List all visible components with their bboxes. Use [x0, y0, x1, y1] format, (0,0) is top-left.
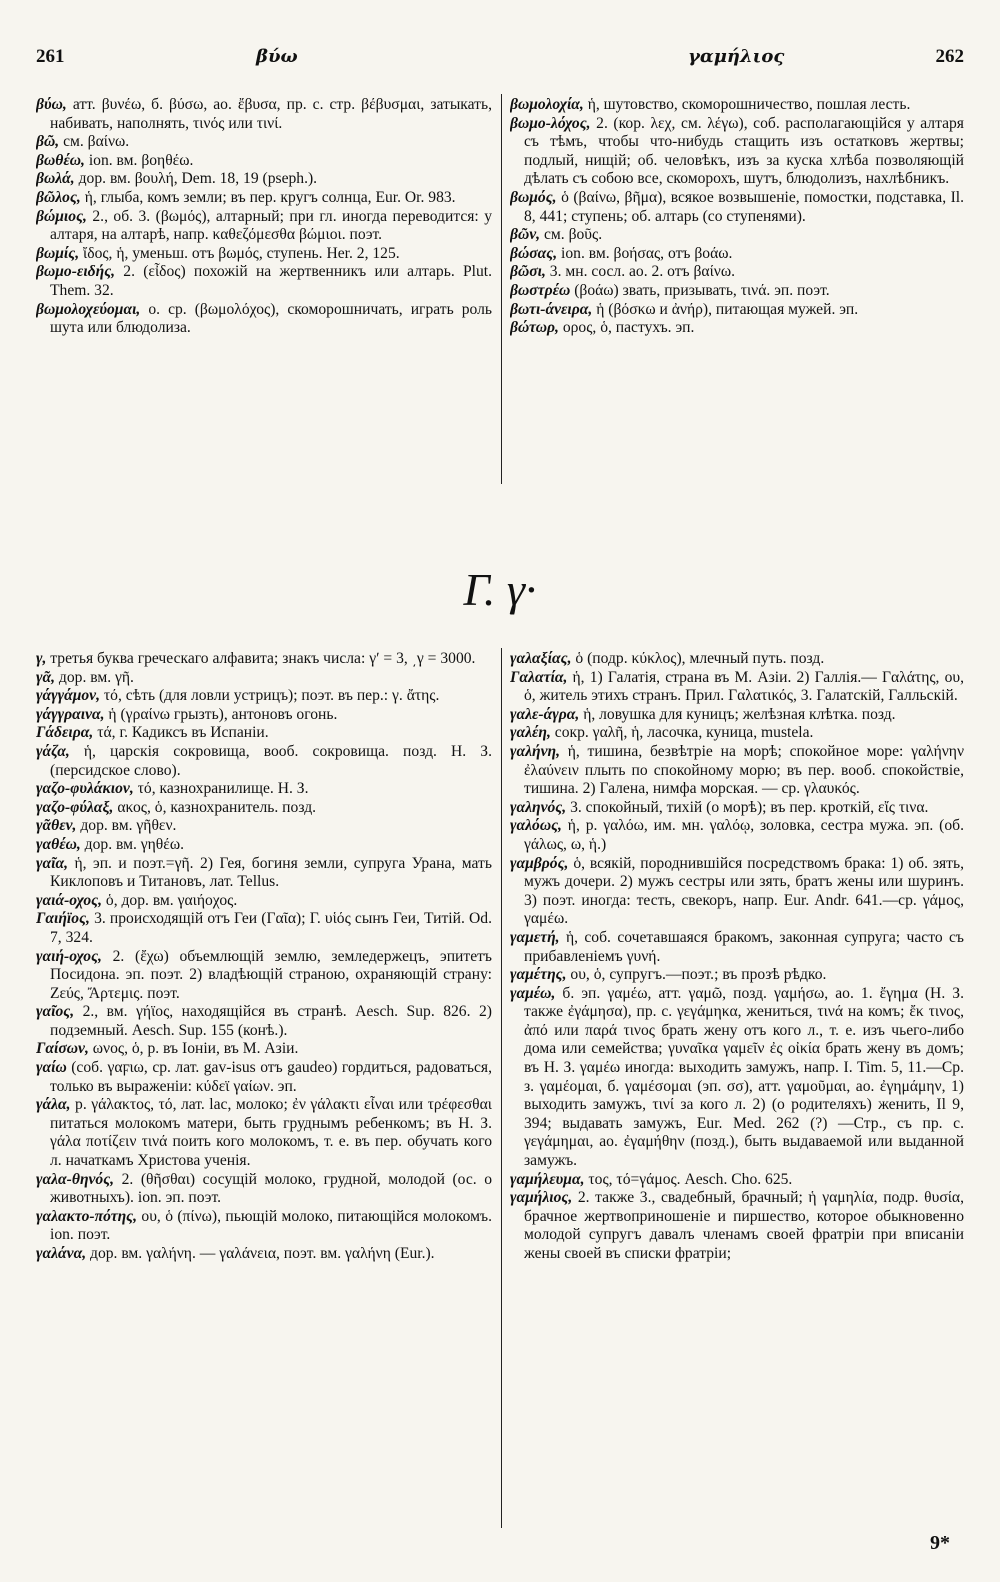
dictionary-entry: [36, 152, 492, 171]
headword: βώμιος,: [36, 207, 87, 225]
column-bottom-left: [36, 650, 492, 1530]
dictionary-entry: [36, 1208, 492, 1245]
signature-mark: 9*: [930, 1532, 950, 1554]
headword: γαλέη,: [510, 724, 551, 742]
catchword-left: βύω: [256, 46, 298, 67]
dictionary-entry: [36, 301, 492, 338]
column-bottom-right: [510, 650, 964, 1530]
headword: βωθέω,: [36, 151, 85, 169]
entry-definition: 3. происходящій отъ Геи (Γαῖα); Γ. υἱός сынъ Геи, Титій. Od. 7, 324.: [50, 910, 492, 946]
dictionary-entry: [36, 263, 492, 300]
entry-definition: б. эп. γαμέω, атт. γαμῶ, позд. γαμήσω, ао. 1. ἔγημα (Н. З. также ἐγάμησα), пр. с. γεγάμηκα, жениться, τινά на комъ; ἔκ τινος, ἀπό или παρά τινος брать жену отъ кого л., т. е. изъ чьего-либо дома или семейства; γυναῖκα γαμεῖν ἐς οἰκία брать жену въ домъ; въ Н. З. γαμέω иногда: выходить замужъ, напр. I. Tim. 5, 11.—Ср. з. γαμέομαι, б. γαμέσομαι (эп. σσ), атт. γαμοῦμαι, ао. ἐγημάμην, 1) выходить замужъ, τινί за кого л. 2) (о родителяхъ) женить, Il 9, 394; выдавать замужъ, Eur. Med. 262 (?) —Стр., съ пр. с. γεγάμημαι, ао. ἐγαμήθην (позд.), быть выдаваемой или выданной замужъ.: [524, 984, 964, 1170]
page-number-right: 262: [935, 46, 964, 67]
entry-definition: (соб. γαϝιω, ср. лат. gav-isus отъ gaudeo) гордиться, радоваться, только въ выраженіи: κύδεϊ γαίων. эп.: [50, 1059, 492, 1095]
dictionary-entry: [510, 226, 964, 245]
headword: γαμήλευμα,: [510, 1170, 585, 1188]
headword: γάζα,: [36, 742, 70, 760]
dictionary-entry: [36, 1003, 492, 1040]
headword: βωλά,: [36, 170, 75, 188]
headword: γαζο-φυλάκιον,: [36, 780, 134, 798]
headword: βῶλος,: [36, 188, 81, 206]
dictionary-entry: [510, 319, 964, 338]
entry-definition: ion. вм. βοηθέω.: [84, 151, 194, 169]
headword: γαμέω,: [510, 984, 556, 1002]
entry-definition: 2. (кор. λεχ, см. λέγω), соб. располагающійся у алтаря съ тѣмъ, чтобы что-нибудь стащить изъ остатковъ жертвы; подлый, нищій; об. человѣкъ, изъ за куска хлѣба позволяющій дѣлать съ собою все, скоморохъ, шутъ, блюдолизъ, нахлѣбникъ.: [524, 114, 964, 188]
entry-definition: ακος, ὁ, казнохранитель. позд.: [113, 798, 317, 816]
entry-definition: ὁ, дор. вм. γαιήοχος.: [102, 891, 238, 909]
dictionary-entry: [36, 208, 492, 245]
dictionary-entry: [36, 743, 492, 780]
entry-definition: 2., об. 3. (βωμός), алтарный; при гл. иногда переводится: у алтаря, на алтарѣ, напр. καθεζόμεσθα βώμιοι. поэт.: [50, 207, 492, 244]
dictionary-entry: [36, 1245, 492, 1264]
headword: γαμβρός,: [510, 854, 569, 872]
entry-definition: τό, казнохранилище. Н. З.: [133, 780, 309, 798]
headword: γαῖα,: [36, 854, 68, 872]
dictionary-entry: [510, 724, 964, 743]
dictionary-entry: [36, 910, 492, 947]
dictionary-entry: [510, 1189, 964, 1263]
dictionary-entry: [36, 669, 492, 688]
dictionary-entry: [510, 282, 964, 301]
dictionary-entry: [36, 170, 492, 189]
headword: γαζο-φύλαξ,: [36, 798, 114, 816]
headword: βῶσι,: [510, 263, 546, 281]
headword: γᾶ,: [36, 668, 56, 686]
entry-definition: ἡ, царскія сокровища, вооб. сокровища. позд. Н. З. (персидское слово).: [50, 742, 492, 779]
entry-definition: 2. (εἶδος) похожій на жертвенникъ или алтарь. Plut. Them. 32.: [50, 263, 492, 299]
dictionary-entry: [36, 1040, 492, 1059]
entry-definition: ὁ (βαίνω, βῆμα), всякое возвышеніе, помостки, подставка, Il. 8, 441; ступень; об. алтарь (со ступенями).: [524, 188, 964, 225]
column-divider-bottom: [501, 648, 502, 1528]
dictionary-entry: [510, 301, 964, 320]
headword: βωτι-άνειρα,: [510, 300, 593, 318]
entry-definition: ὁ (подр. κύκλος), млечный путь. позд.: [571, 650, 825, 667]
dictionary-entry: [36, 892, 492, 911]
headword: γάγγραινα,: [36, 705, 105, 723]
entry-definition: дор. вм. γῆ.: [55, 668, 134, 686]
dictionary-entry: [510, 817, 964, 854]
entry-definition: τό, сѣть (для ловли устрицъ); поэт. въ пер.: γ. ἄτης.: [100, 687, 440, 705]
dictionary-entry: [36, 836, 492, 855]
entry-definition: (βοάω) звать, призывать, τινά. эп. поэт.: [570, 281, 830, 299]
entry-definition: дор. вм. γῆθεν.: [76, 817, 177, 835]
dictionary-entry: [510, 799, 964, 818]
entry-definition: ἡ, глыба, комъ земли; въ пер. кругъ солнца, Eur. Or. 983.: [80, 188, 456, 206]
entry-definition: 2., вм. γήϊος, находящійся въ странѣ. Aesch. Sup. 826. 2) подземный. Aesch. Sup. 155 (конѣ.).: [50, 1003, 492, 1039]
dictionary-entry: [510, 245, 964, 264]
entry-definition: 3. спокойный, тихій (о морѣ); въ пер. кроткій, εἴς τινα.: [566, 798, 929, 816]
dictionary-entry: [510, 743, 964, 799]
headword: γαλε-άγρα,: [510, 705, 580, 723]
dictionary-entry: [36, 780, 492, 799]
headword: Γάδειρα,: [36, 724, 94, 742]
entry-definition: ἴδος, ἡ, уменьш. отъ βωμός, ступень. Her. 2, 125.: [79, 244, 400, 262]
headword: βώτωρ,: [510, 319, 559, 337]
dictionary-entry: [36, 1171, 492, 1208]
dictionary-entry: [36, 817, 492, 836]
headword: βωστρέω: [510, 281, 571, 299]
dictionary-entry: [510, 669, 964, 706]
entry-definition: ἡ, шутовство, скоморошничество, пошлая лесть.: [583, 96, 911, 113]
dictionary-entry: [36, 948, 492, 1004]
headword: γαληνός,: [510, 798, 567, 816]
entry-definition: ωνος, ὁ, р. въ Іоніи, въ М. Азіи.: [88, 1040, 299, 1058]
entry-definition: 2. также 3., свадебный, брачный; ἡ γαμηλία, подр. θυσία, брачное жертвоприношеніе и пиршество, которое обыкновенно молодой супругъ давалъ членамъ своей фратріи при вписаніи жены своей въ списки фратріи;: [524, 1189, 964, 1262]
section-heading: Γ. γ·: [463, 564, 537, 615]
entry-definition: см. βαίνω.: [59, 133, 130, 151]
dictionary-entry: [36, 189, 492, 208]
entry-definition: третья буква греческаго алфавита; знакъ числа: γʹ = 3, ͵γ = 3000.: [46, 650, 476, 667]
dictionary-entry: [36, 133, 492, 152]
dictionary-entry: [510, 650, 964, 669]
dictionary-entry: [36, 687, 492, 706]
catchword-right: γαμήλιος: [688, 46, 785, 67]
entry-definition: 2. (θῆσθαι) сосущій молоко, грудной, молодой (ос. о животныхъ). ion. эп. поэт.: [50, 1170, 492, 1207]
entry-definition: ορος, ὁ, пастухъ. эп.: [558, 319, 695, 337]
entry-definition: ου, ὁ, супругъ.—поэт.; въ прозѣ рѣдко.: [566, 966, 827, 984]
dictionary-entry: [36, 96, 492, 133]
headword: βωμολοχεύομαι,: [36, 300, 141, 318]
headword: γαλάνα,: [36, 1245, 87, 1262]
entry-definition: о. ср. (βωμολόχος), скоморошничать, играть роль шута или блюдолиза.: [50, 300, 492, 337]
headword: γᾶθεν,: [36, 817, 77, 835]
entry-definition: ἡ, соб. сочетавшаяся бракомъ, законная супруга; часто съ прибавленіемъ γυνή.: [524, 928, 964, 965]
entry-definition: τος, τό=γάμος. Aesch. Cho. 625.: [584, 1170, 793, 1188]
headword: Γαίσων,: [36, 1040, 89, 1058]
column-top-right: [510, 96, 964, 488]
dictionary-entry: [510, 115, 964, 189]
headword: γαμέτης,: [510, 966, 567, 984]
column-top-left: [36, 96, 492, 488]
headword: γάγγάμον,: [36, 687, 101, 705]
entry-definition: р. γάλακτος, τό, лат. lac, молоко; ἐν γάλακτι εἶναι или τρέφεσθαι питаться молокомъ матери, быть груднымъ ребенкомъ; въ Н. З. γάλα ποτίζειν τινά поить кого молокомъ, т. е. въ пер. обучать кого л. начаткамъ Христова ученія.: [50, 1096, 492, 1170]
headword: γαλήνη,: [510, 742, 560, 760]
entry-definition: 3. мн. сосл. ао. 2. отъ βαίνω.: [545, 263, 736, 281]
dictionary-entry: [36, 650, 492, 669]
dictionary-entry: [510, 96, 964, 115]
headword: γαλακτο-πότης,: [36, 1207, 138, 1225]
dictionary-entry: [510, 855, 964, 929]
entry-definition: ου, ὁ (πίνω), пьющій молоко, питающійся молокомъ. ion. поэт.: [50, 1207, 492, 1244]
headword: γαλαξίας,: [510, 650, 572, 667]
dictionary-entry: [510, 929, 964, 966]
headword: βωμο-λόχος,: [510, 114, 591, 132]
dictionary-entry: [36, 1059, 492, 1096]
headword: βωμός,: [510, 188, 557, 206]
headword: Γαιήϊος,: [36, 910, 90, 928]
dictionary-entry: [36, 799, 492, 818]
column-divider-top: [501, 94, 502, 484]
dictionary-entry: [510, 706, 964, 725]
dictionary-entry: [510, 1171, 964, 1190]
headword: βῶ,: [36, 133, 60, 151]
entry-definition: ἡ, тишина, безвѣтріе на морѣ; спокойное море: γαλήνην ἐλαύνειν плыть по спокойному морю; въ пер. вооб. спокойствіе, тишина. 2) Галена, нимфа морская. — ср. γλαυκός.: [524, 742, 964, 798]
headword: βώσας,: [510, 244, 558, 262]
entry-definition: τά, г. Кадиксъ въ Испаніи.: [93, 724, 269, 742]
entry-definition: ἡ (βόσκω и ἀνήρ), питающая мужей. эп.: [592, 300, 859, 318]
entry-definition: ἡ (γραίνω грызть), антоновъ огонь.: [104, 705, 338, 723]
running-head: [36, 46, 964, 74]
headword: Γαλατία,: [510, 668, 568, 686]
entry-definition: атт. βυνέω, б. βύσω, ао. ἔβυσα, пр. с. стр. βέβυσμαι, затыкать, набивать, наполнять, τινός или τινί.: [50, 96, 492, 132]
dictionary-entry: [510, 263, 964, 282]
dictionary-entry: [36, 724, 492, 743]
headword: γαιά-οχος,: [36, 891, 102, 909]
entry-definition: сокр. γαλῆ, ἡ, ласочка, куница, mustela.: [550, 724, 814, 742]
dictionary-entry: [36, 245, 492, 264]
headword: γ,: [36, 650, 47, 667]
entry-definition: ἡ, 1) Галатія, страна въ М. Азіи. 2) Галлія.— Γαλάτης, ου, ὁ, житель этихъ странъ. Прил. Γαλατικός, 3. Галатскій, Галльскій.: [524, 668, 964, 705]
dictionary-entry: [36, 855, 492, 892]
page-number-left: 261: [36, 46, 65, 67]
headword: γαμετή,: [510, 928, 560, 946]
headword: γαιή-οχος,: [36, 947, 102, 965]
headword: γαίω: [36, 1059, 67, 1077]
headword: βωμίς,: [36, 244, 80, 262]
entry-definition: дор. вм. βουλή, Dem. 18, 19 (pseph.).: [74, 170, 318, 188]
entry-definition: ἡ, р. γαλόω, им. мн. γαλόῳ, золовка, сестра мужа. эп. (об. γάλως, ω, ἡ.): [524, 817, 964, 853]
headword: γαῖος,: [36, 1003, 75, 1021]
entry-definition: ion. вм. βοήσας, отъ βοάω.: [557, 244, 733, 262]
headword: βῶν,: [510, 226, 541, 244]
dictionary-entry: [36, 706, 492, 725]
dictionary-entry: [510, 966, 964, 985]
entry-definition: дор. вм. γαλήνη. — γαλάνεια, поэт. вм. γαλήνη (Eur.).: [86, 1245, 435, 1262]
entry-definition: ἡ, эп. и поэт.=γῆ. 2) Гея, богиня земли, супруга Урана, мать Киклоповъ и Титановъ, лат. Tellus.: [50, 854, 492, 891]
entry-definition: см. βοῦς.: [540, 226, 603, 244]
entry-definition: дор. вм. γηθέω.: [80, 835, 184, 853]
headword: γαλόως,: [510, 817, 562, 835]
dictionary-entry: [510, 985, 964, 1171]
headword: γαμήλιος,: [510, 1189, 573, 1207]
headword: γαθέω,: [36, 835, 81, 853]
headword: βωμολοχία,: [510, 96, 584, 113]
headword: γαλα-θηνός,: [36, 1170, 115, 1188]
entry-definition: ὁ, всякій, породнившійся посредствомъ брака: 1) об. зять, мужъ дочери. 2) мужъ сестры или зять, братъ жены или шуринъ. 3) поэт. иногда: тесть, свекоръ, напр. Eur. Andr. 641.—ср. γάμος, γαμέω.: [524, 854, 964, 928]
entry-definition: ἡ, ловушка для куницъ; желѣзная клѣтка. позд.: [579, 705, 896, 723]
entry-definition: 2. (ἔχω) объемлющій землю, земледержецъ, эпитетъ Посидона. эп. поэт. 2) владѣющій страною, охраняющій страну: Ζεύς, Ἄρτεμις. поэт.: [50, 947, 492, 1002]
dictionary-entry: [36, 1096, 492, 1170]
headword: βύω,: [36, 96, 67, 113]
headword: γάλα,: [36, 1096, 71, 1114]
dictionary-entry: [510, 189, 964, 226]
headword: βωμο-ειδής,: [36, 263, 116, 281]
